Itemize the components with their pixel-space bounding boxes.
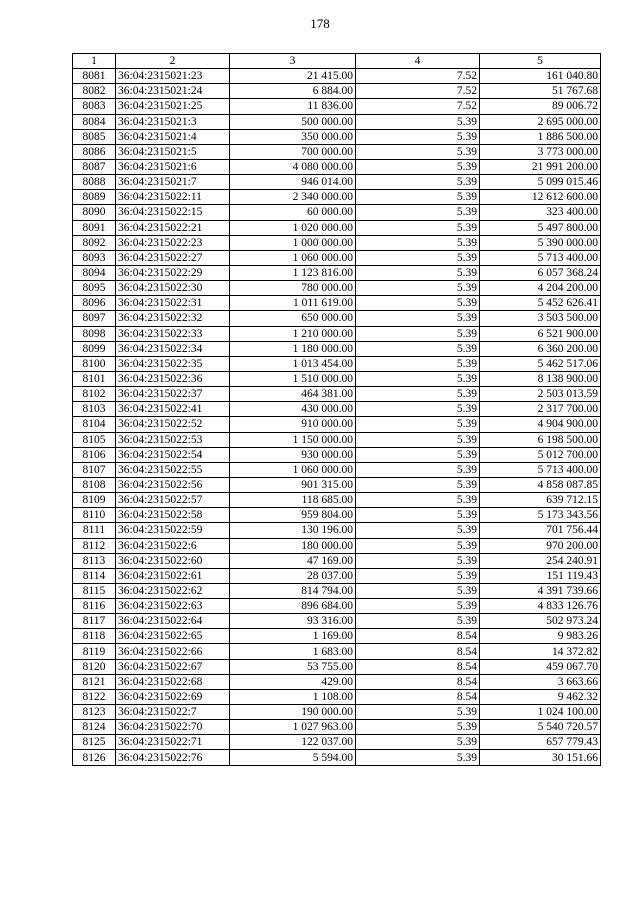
table-row — [73, 114, 601, 129]
table-cell-col1: 8081 — [73, 69, 116, 84]
table-cell-col3: 1 683.00 — [230, 644, 356, 659]
table-cell-col1: 8087 — [73, 159, 116, 174]
table-cell-col2: 36:04:2315022:7 — [116, 705, 230, 720]
table-cell-col3: 430 000.00 — [230, 402, 356, 417]
table-cell-col1: 8102 — [73, 387, 116, 402]
table-cell-col2: 36:04:2315022:69 — [116, 689, 230, 704]
table-cell-col3: 118 685.00 — [230, 493, 356, 508]
table-cell-col1: 8099 — [73, 341, 116, 356]
table-cell-col1: 8101 — [73, 371, 116, 386]
table-cell-col2: 36:04:2315022:70 — [116, 720, 230, 735]
table-cell-col5: 4 391 739.66 — [480, 583, 601, 598]
table-cell-col1: 8091 — [73, 220, 116, 235]
table-cell-col4: 5.39 — [356, 583, 480, 598]
table-cell-col3: 130 196.00 — [230, 523, 356, 538]
table-cell-col3: 1 060 000.00 — [230, 462, 356, 477]
table-cell-col3: 60 000.00 — [230, 205, 356, 220]
table-cell-col2: 36:04:2315022:58 — [116, 508, 230, 523]
table-cell-col5: 30 151.66 — [480, 750, 601, 765]
table-cell-col2: 36:04:2315022:30 — [116, 281, 230, 296]
table-cell-col1: 8114 — [73, 568, 116, 583]
table-cell-col5: 5 452 626.41 — [480, 296, 601, 311]
table-cell-col4: 5.39 — [356, 114, 480, 129]
table-cell-col5: 21 991 200.00 — [480, 159, 601, 174]
table-row — [73, 144, 601, 159]
table-row — [73, 84, 601, 99]
table-cell-col5: 161 040.80 — [480, 69, 601, 84]
table-row — [73, 311, 601, 326]
table-row — [73, 341, 601, 356]
table-cell-col3: 780 000.00 — [230, 281, 356, 296]
table-cell-col1: 8098 — [73, 326, 116, 341]
table-row — [73, 644, 601, 659]
table-cell-col2: 36:04:2315022:34 — [116, 341, 230, 356]
table-cell-col5: 2 317 700.00 — [480, 402, 601, 417]
table-cell-col5: 5 173 343.56 — [480, 508, 601, 523]
table-cell-col4: 5.39 — [356, 205, 480, 220]
table-cell-col5: 8 138 900.00 — [480, 371, 601, 386]
table-cell-col5: 502 973.24 — [480, 614, 601, 629]
table-cell-col1: 8104 — [73, 417, 116, 432]
table-cell-col3: 910 000.00 — [230, 417, 356, 432]
table-cell-col1: 8100 — [73, 356, 116, 371]
table-cell-col1: 8105 — [73, 432, 116, 447]
table-cell-col4: 5.39 — [356, 477, 480, 492]
table-cell-col5: 3 663.66 — [480, 674, 601, 689]
table-cell-col1: 8121 — [73, 674, 116, 689]
table-cell-col3: 959 804.00 — [230, 508, 356, 523]
table-cell-col3: 1 108.00 — [230, 689, 356, 704]
table-cell-col2: 36:04:2315022:37 — [116, 387, 230, 402]
table-cell-col2: 36:04:2315022:23 — [116, 235, 230, 250]
table-row — [73, 629, 601, 644]
table-cell-col1: 8110 — [73, 508, 116, 523]
table-body — [73, 69, 601, 765]
table-cell-col4: 5.39 — [356, 462, 480, 477]
table-cell-col2: 36:04:2315022:61 — [116, 568, 230, 583]
table-row — [73, 447, 601, 462]
table-cell-col3: 896 684.00 — [230, 599, 356, 614]
table-cell-col2: 36:04:2315022:57 — [116, 493, 230, 508]
table-cell-col1: 8088 — [73, 175, 116, 190]
table-cell-col4: 7.52 — [356, 84, 480, 99]
table-cell-col1: 8120 — [73, 659, 116, 674]
table-cell-col4: 5.39 — [356, 447, 480, 462]
table-cell-col2: 36:04:2315022:68 — [116, 674, 230, 689]
table-row — [73, 159, 601, 174]
table-cell-col5: 1 886 500.00 — [480, 129, 601, 144]
table-cell-col4: 5.39 — [356, 705, 480, 720]
table-cell-col5: 151 119.43 — [480, 568, 601, 583]
table-cell-col2: 36:04:2315022:60 — [116, 553, 230, 568]
table-cell-col5: 5 012 700.00 — [480, 447, 601, 462]
table-cell-col5: 2 503 013.59 — [480, 387, 601, 402]
table-row — [73, 356, 601, 371]
table-cell-col2: 36:04:2315022:76 — [116, 750, 230, 765]
table-row — [73, 599, 601, 614]
table-row — [73, 417, 601, 432]
table-cell-col3: 500 000.00 — [230, 114, 356, 129]
table-cell-col1: 8108 — [73, 477, 116, 492]
table-cell-col1: 8085 — [73, 129, 116, 144]
table-row — [73, 553, 601, 568]
table-cell-col5: 323 400.00 — [480, 205, 601, 220]
table-row — [73, 371, 601, 386]
table-row — [73, 493, 601, 508]
table-cell-col4: 8.54 — [356, 644, 480, 659]
header-cell-5: 5 — [480, 54, 601, 69]
table-cell-col1: 8117 — [73, 614, 116, 629]
table-cell-col5: 4 858 087.85 — [480, 477, 601, 492]
table-cell-col2: 36:04:2315021:25 — [116, 99, 230, 114]
table-cell-col2: 36:04:2315022:65 — [116, 629, 230, 644]
table-cell-col1: 8123 — [73, 705, 116, 720]
table-cell-col3: 1 011 619.00 — [230, 296, 356, 311]
table-cell-col2: 36:04:2315022:41 — [116, 402, 230, 417]
table-cell-col1: 8084 — [73, 114, 116, 129]
table-cell-col5: 4 204 200.00 — [480, 281, 601, 296]
table-row — [73, 538, 601, 553]
table-cell-col3: 946 014.00 — [230, 175, 356, 190]
header-cell-1: 1 — [73, 54, 116, 69]
table-cell-col3: 1 210 000.00 — [230, 326, 356, 341]
table-cell-col4: 5.39 — [356, 144, 480, 159]
table-row — [73, 250, 601, 265]
table-cell-col2: 36:04:2315022:67 — [116, 659, 230, 674]
table-cell-col4: 5.39 — [356, 190, 480, 205]
table-cell-col4: 5.39 — [356, 750, 480, 765]
table-cell-col2: 36:04:2315022:62 — [116, 583, 230, 598]
table-cell-col3: 1 150 000.00 — [230, 432, 356, 447]
table-cell-col1: 8107 — [73, 462, 116, 477]
table-cell-col4: 5.39 — [356, 371, 480, 386]
table-cell-col5: 12 612 600.00 — [480, 190, 601, 205]
table-cell-col4: 5.39 — [356, 599, 480, 614]
table-cell-col2: 36:04:2315022:36 — [116, 371, 230, 386]
table-cell-col4: 5.39 — [356, 341, 480, 356]
table-cell-col3: 6 884.00 — [230, 84, 356, 99]
table-cell-col5: 9 983.26 — [480, 629, 601, 644]
table-cell-col4: 5.39 — [356, 508, 480, 523]
table-cell-col3: 1 180 000.00 — [230, 341, 356, 356]
table-cell-col3: 1 060 000.00 — [230, 250, 356, 265]
table-row — [73, 508, 601, 523]
table-cell-col4: 5.39 — [356, 553, 480, 568]
table-cell-col4: 5.39 — [356, 735, 480, 750]
table-cell-col5: 3 503 500.00 — [480, 311, 601, 326]
table-cell-col2: 36:04:2315022:11 — [116, 190, 230, 205]
table-cell-col2: 36:04:2315021:6 — [116, 159, 230, 174]
table-row — [73, 720, 601, 735]
table-cell-col2: 36:04:2315021:4 — [116, 129, 230, 144]
table-cell-col1: 8090 — [73, 205, 116, 220]
table-row — [73, 235, 601, 250]
table-cell-col4: 8.54 — [356, 659, 480, 674]
table-cell-col1: 8118 — [73, 629, 116, 644]
header-cell-4: 4 — [356, 54, 480, 69]
table-cell-col2: 36:04:2315022:54 — [116, 447, 230, 462]
table-cell-col1: 8095 — [73, 281, 116, 296]
table-cell-col4: 5.39 — [356, 265, 480, 280]
table-cell-col1: 8096 — [73, 296, 116, 311]
table-cell-col1: 8089 — [73, 190, 116, 205]
table-cell-col5: 89 006.72 — [480, 99, 601, 114]
table-cell-col3: 11 836.00 — [230, 99, 356, 114]
table-cell-col2: 36:04:2315022:71 — [116, 735, 230, 750]
table-cell-col1: 8097 — [73, 311, 116, 326]
table-cell-col1: 8111 — [73, 523, 116, 538]
table-cell-col3: 1 000 000.00 — [230, 235, 356, 250]
table-cell-col4: 8.54 — [356, 689, 480, 704]
table-row — [73, 659, 601, 674]
table-cell-col2: 36:04:2315022:64 — [116, 614, 230, 629]
table-row — [73, 265, 601, 280]
table-row — [73, 432, 601, 447]
table-cell-col3: 2 340 000.00 — [230, 190, 356, 205]
table-cell-col1: 8112 — [73, 538, 116, 553]
table-cell-col5: 5 099 015.46 — [480, 175, 601, 190]
table-row — [73, 614, 601, 629]
table-cell-col4: 5.39 — [356, 720, 480, 735]
table-cell-col3: 53 755.00 — [230, 659, 356, 674]
table-cell-col3: 122 037.00 — [230, 735, 356, 750]
table-row — [73, 402, 601, 417]
table-cell-col1: 8092 — [73, 235, 116, 250]
table-cell-col2: 36:04:2315021:23 — [116, 69, 230, 84]
table-cell-col3: 700 000.00 — [230, 144, 356, 159]
table-cell-col5: 14 372.82 — [480, 644, 601, 659]
table-row — [73, 326, 601, 341]
table-cell-col2: 36:04:2315022:63 — [116, 599, 230, 614]
table-cell-col2: 36:04:2315022:29 — [116, 265, 230, 280]
table-cell-col1: 8106 — [73, 447, 116, 462]
table-row — [73, 175, 601, 190]
table-cell-col4: 5.39 — [356, 311, 480, 326]
table-row — [73, 674, 601, 689]
table-cell-col5: 5 540 720.57 — [480, 720, 601, 735]
table-cell-col3: 4 080 000.00 — [230, 159, 356, 174]
table-cell-col1: 8122 — [73, 689, 116, 704]
table-row — [73, 296, 601, 311]
table-cell-col1: 8082 — [73, 84, 116, 99]
table-cell-col1: 8093 — [73, 250, 116, 265]
table-cell-col5: 657 779.43 — [480, 735, 601, 750]
header-row — [73, 54, 601, 69]
table-row — [73, 462, 601, 477]
table-cell-col3: 350 000.00 — [230, 129, 356, 144]
table-cell-col4: 5.39 — [356, 387, 480, 402]
table-cell-col3: 1 510 000.00 — [230, 371, 356, 386]
table-cell-col4: 5.39 — [356, 356, 480, 371]
table-cell-col4: 5.39 — [356, 614, 480, 629]
table-cell-col1: 8126 — [73, 750, 116, 765]
table-cell-col4: 5.39 — [356, 493, 480, 508]
table-cell-col4: 5.39 — [356, 129, 480, 144]
table-cell-col4: 8.54 — [356, 629, 480, 644]
table-cell-col4: 8.54 — [356, 674, 480, 689]
table-cell-col4: 5.39 — [356, 296, 480, 311]
page-number: 178 — [310, 16, 330, 31]
table-cell-col3: 93 316.00 — [230, 614, 356, 629]
table-cell-col2: 36:04:2315022:31 — [116, 296, 230, 311]
table-cell-col2: 36:04:2315022:66 — [116, 644, 230, 659]
table-cell-col2: 36:04:2315022:53 — [116, 432, 230, 447]
table-row — [73, 568, 601, 583]
table-cell-col2: 36:04:2315021:24 — [116, 84, 230, 99]
table-row — [73, 190, 601, 205]
table-cell-col3: 1 020 000.00 — [230, 220, 356, 235]
table-cell-col2: 36:04:2315021:7 — [116, 175, 230, 190]
table-row — [73, 689, 601, 704]
table-cell-col2: 36:04:2315021:5 — [116, 144, 230, 159]
table-cell-col5: 639 712.15 — [480, 493, 601, 508]
table-cell-col2: 36:04:2315022:33 — [116, 326, 230, 341]
table-cell-col1: 8113 — [73, 553, 116, 568]
table-cell-col3: 5 594.00 — [230, 750, 356, 765]
table-cell-col1: 8109 — [73, 493, 116, 508]
table-cell-col1: 8119 — [73, 644, 116, 659]
table-cell-col1: 8083 — [73, 99, 116, 114]
table-row — [73, 220, 601, 235]
table-cell-col3: 21 415.00 — [230, 69, 356, 84]
table-cell-col4: 5.39 — [356, 538, 480, 553]
table-cell-col3: 1 027 963.00 — [230, 720, 356, 735]
table-cell-col2: 36:04:2315022:56 — [116, 477, 230, 492]
table-cell-col4: 7.52 — [356, 69, 480, 84]
table-cell-col5: 5 390 000.00 — [480, 235, 601, 250]
table-cell-col3: 464 381.00 — [230, 387, 356, 402]
table-cell-col2: 36:04:2315022:59 — [116, 523, 230, 538]
table-cell-col2: 36:04:2315022:21 — [116, 220, 230, 235]
table-cell-col1: 8115 — [73, 583, 116, 598]
table-cell-col4: 5.39 — [356, 417, 480, 432]
table-cell-col5: 459 067.70 — [480, 659, 601, 674]
table-cell-col5: 6 360 200.00 — [480, 341, 601, 356]
header-cell-3: 3 — [230, 54, 356, 69]
table-cell-col5: 1 024 100.00 — [480, 705, 601, 720]
table-cell-col3: 930 000.00 — [230, 447, 356, 462]
table-cell-col4: 5.39 — [356, 220, 480, 235]
table-cell-col4: 7.52 — [356, 99, 480, 114]
table-cell-col3: 1 013 454.00 — [230, 356, 356, 371]
table-cell-col4: 5.39 — [356, 250, 480, 265]
table-cell-col5: 4 904 900.00 — [480, 417, 601, 432]
table-row — [73, 477, 601, 492]
table-cell-col5: 2 695 000.00 — [480, 114, 601, 129]
table-cell-col2: 36:04:2315022:35 — [116, 356, 230, 371]
table-cell-col5: 5 713 400.00 — [480, 250, 601, 265]
table-cell-col1: 8116 — [73, 599, 116, 614]
table-cell-col4: 5.39 — [356, 235, 480, 250]
table-row — [73, 750, 601, 765]
table-cell-col1: 8103 — [73, 402, 116, 417]
table-row — [73, 281, 601, 296]
table-cell-col4: 5.39 — [356, 568, 480, 583]
table-cell-col1: 8124 — [73, 720, 116, 735]
table-cell-col3: 650 000.00 — [230, 311, 356, 326]
table-row — [73, 129, 601, 144]
table-cell-col5: 51 767.68 — [480, 84, 601, 99]
table-cell-col5: 6 057 368.24 — [480, 265, 601, 280]
table-cell-col4: 5.39 — [356, 175, 480, 190]
table-cell-col5: 5 713 400.00 — [480, 462, 601, 477]
table-cell-col2: 36:04:2315021:3 — [116, 114, 230, 129]
table-row — [73, 705, 601, 720]
table-cell-col3: 180 000.00 — [230, 538, 356, 553]
table-cell-col1: 8086 — [73, 144, 116, 159]
table-cell-col4: 5.39 — [356, 402, 480, 417]
table-cell-col5: 3 773 000.00 — [480, 144, 601, 159]
table-cell-col4: 5.39 — [356, 432, 480, 447]
table-cell-col4: 5.39 — [356, 159, 480, 174]
table-cell-col5: 970 200.00 — [480, 538, 601, 553]
table-cell-col2: 36:04:2315022:27 — [116, 250, 230, 265]
table-row — [73, 69, 601, 84]
table-cell-col1: 8094 — [73, 265, 116, 280]
table-cell-col3: 429.00 — [230, 674, 356, 689]
table-cell-col1: 8125 — [73, 735, 116, 750]
table-cell-col3: 1 123 816.00 — [230, 265, 356, 280]
table-cell-col5: 701 756.44 — [480, 523, 601, 538]
table-cell-col3: 901 315.00 — [230, 477, 356, 492]
table-cell-col3: 190 000.00 — [230, 705, 356, 720]
table-cell-col5: 254 240.91 — [480, 553, 601, 568]
table-cell-col5: 5 497 800.00 — [480, 220, 601, 235]
table-row — [73, 735, 601, 750]
data-table — [72, 53, 601, 766]
table-cell-col5: 4 833 126.76 — [480, 599, 601, 614]
table-cell-col3: 1 169.00 — [230, 629, 356, 644]
table-cell-col4: 5.39 — [356, 281, 480, 296]
table-cell-col5: 6 198 500.00 — [480, 432, 601, 447]
table-cell-col2: 36:04:2315022:52 — [116, 417, 230, 432]
table-cell-col3: 47 169.00 — [230, 553, 356, 568]
table-row — [73, 523, 601, 538]
table-cell-col2: 36:04:2315022:55 — [116, 462, 230, 477]
table-row — [73, 205, 601, 220]
table-cell-col3: 28 037.00 — [230, 568, 356, 583]
header-cell-2: 2 — [116, 54, 230, 69]
table-cell-col2: 36:04:2315022:15 — [116, 205, 230, 220]
table-cell-col2: 36:04:2315022:6 — [116, 538, 230, 553]
table-cell-col4: 5.39 — [356, 326, 480, 341]
table-cell-col5: 6 521 900.00 — [480, 326, 601, 341]
table-cell-col5: 5 462 517.06 — [480, 356, 601, 371]
table-cell-col3: 814 794.00 — [230, 583, 356, 598]
table-row — [73, 387, 601, 402]
table-row — [73, 99, 601, 114]
table-cell-col2: 36:04:2315022:32 — [116, 311, 230, 326]
table-cell-col4: 5.39 — [356, 523, 480, 538]
table-row — [73, 583, 601, 598]
table-cell-col5: 9 462.32 — [480, 689, 601, 704]
